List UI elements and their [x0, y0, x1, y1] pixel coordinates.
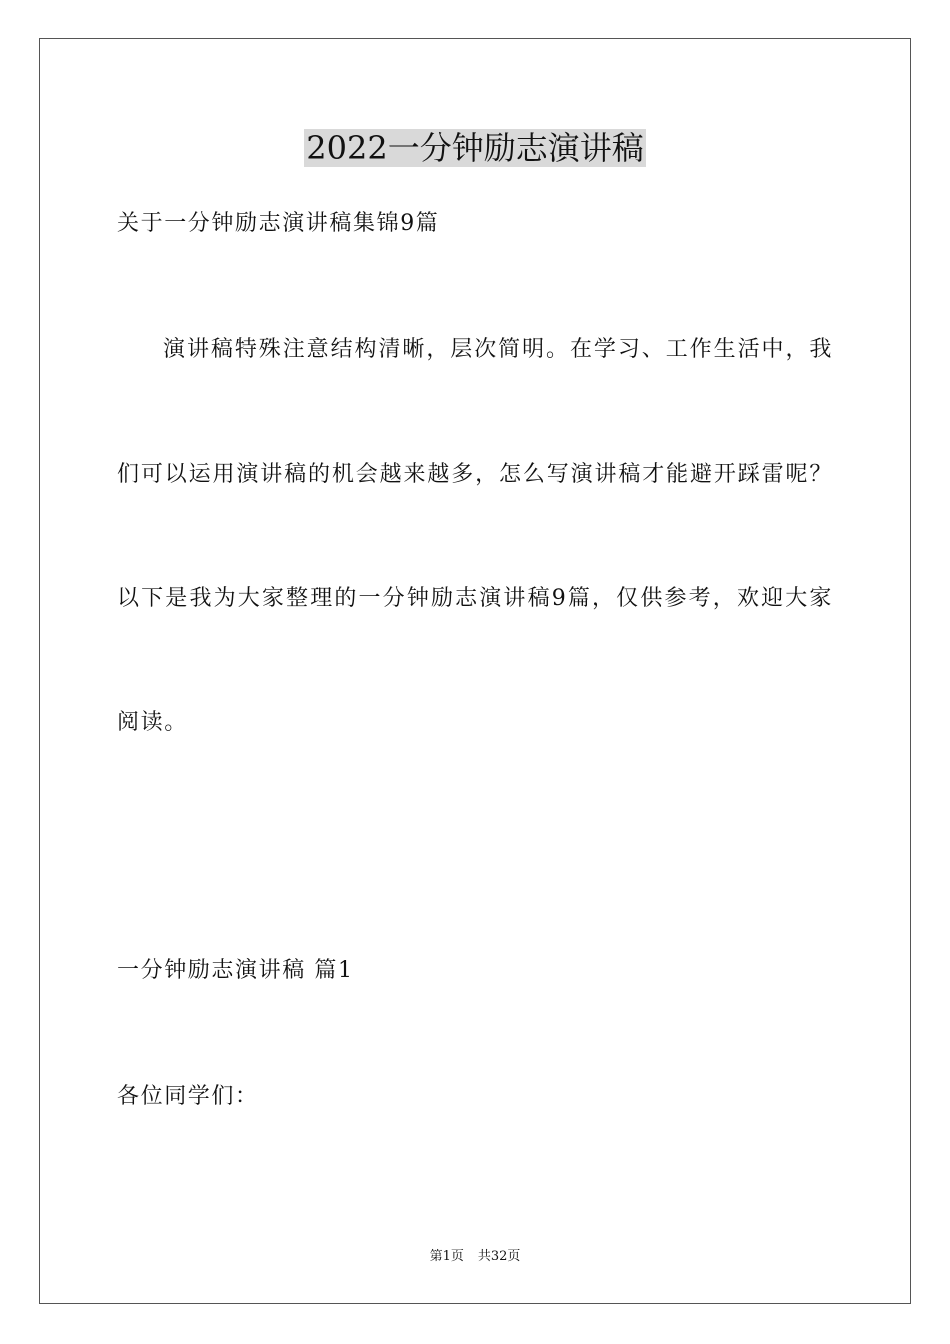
page-total: 共32页 — [477, 1249, 521, 1264]
page-footer — [0, 1248, 950, 1266]
document-subtitle: 关于一分钟励志演讲稿集锦9篇 — [117, 211, 440, 236]
document-title-text: 2022一分钟励志演讲稿 — [306, 129, 644, 167]
salutation: 各位同学们： — [117, 1084, 259, 1109]
page-number: 第1页 — [429, 1249, 464, 1264]
document-title — [0, 126, 950, 170]
intro-line-3: 以下是我为大家整理的一分钟励志演讲稿9篇，仅供参考，欢迎大家 — [117, 586, 833, 611]
section-heading: 一分钟励志演讲稿 篇1 — [117, 958, 354, 983]
intro-line-1: 演讲稿特殊注意结构清晰，层次简明。在学习、工作生活中，我 — [163, 337, 833, 362]
intro-line-2: 们可以运用演讲稿的机会越来越多，怎么写演讲稿才能避开踩雷呢？ — [117, 462, 833, 487]
intro-line-4: 阅读。 — [117, 710, 188, 735]
